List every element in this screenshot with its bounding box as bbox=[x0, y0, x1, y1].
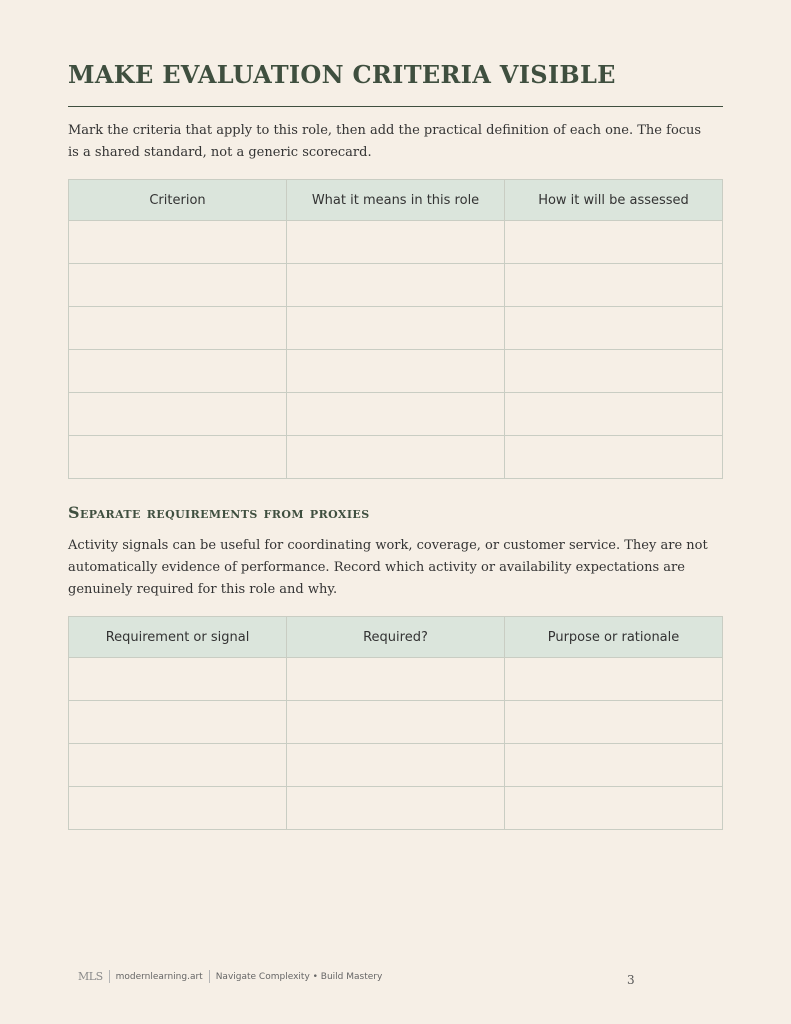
footer-divider bbox=[109, 970, 110, 983]
table-cell[interactable] bbox=[505, 701, 723, 744]
criteria-table bbox=[68, 179, 723, 479]
table-cell[interactable] bbox=[505, 350, 723, 393]
column-header-criterion: Criterion bbox=[69, 180, 287, 221]
requirements-table bbox=[68, 616, 723, 830]
table-row bbox=[69, 264, 723, 307]
table-cell[interactable] bbox=[287, 658, 505, 701]
table-cell[interactable] bbox=[505, 787, 723, 830]
table-row bbox=[69, 787, 723, 830]
table-row bbox=[69, 744, 723, 787]
page-title: MAKE EVALUATION CRITERIA VISIBLE bbox=[68, 60, 616, 89]
table-cell[interactable] bbox=[505, 307, 723, 350]
column-header-purpose: Purpose or rationale bbox=[505, 617, 723, 658]
table-header-row bbox=[69, 617, 723, 658]
table-cell[interactable] bbox=[505, 436, 723, 479]
table-cell[interactable] bbox=[69, 701, 287, 744]
table-cell[interactable] bbox=[69, 307, 287, 350]
footer-divider bbox=[209, 970, 210, 983]
table-cell[interactable] bbox=[69, 787, 287, 830]
table-row bbox=[69, 350, 723, 393]
footer-tagline: Navigate Complexity • Build Mastery bbox=[215, 971, 383, 982]
table-row bbox=[69, 307, 723, 350]
table-row bbox=[69, 221, 723, 264]
section-heading: Separate requirements from proxies bbox=[68, 503, 370, 522]
table-cell[interactable] bbox=[505, 221, 723, 264]
footer bbox=[78, 970, 382, 983]
table-cell[interactable] bbox=[287, 787, 505, 830]
column-header-assessment: How it will be assessed bbox=[505, 180, 723, 221]
section-text: Activity signals can be useful for coordinating work, coverage, or customer service. They are not automatically evidence of performance. Record which activity or availability expectations are genuinely required for this role and why. bbox=[68, 538, 708, 597]
table-cell[interactable] bbox=[287, 701, 505, 744]
column-header-meaning: What it means in this role bbox=[287, 180, 505, 221]
table-cell[interactable] bbox=[287, 744, 505, 787]
table-cell[interactable] bbox=[287, 264, 505, 307]
table-cell[interactable] bbox=[69, 436, 287, 479]
column-header-requirement: Requirement or signal bbox=[69, 617, 287, 658]
table-cell[interactable] bbox=[69, 658, 287, 701]
footer-site: modernlearning.art bbox=[115, 971, 203, 982]
table-cell[interactable] bbox=[69, 393, 287, 436]
column-header-required: Required? bbox=[287, 617, 505, 658]
title-divider bbox=[68, 106, 723, 107]
table-cell[interactable] bbox=[505, 393, 723, 436]
table-cell[interactable] bbox=[287, 393, 505, 436]
table-cell[interactable] bbox=[287, 436, 505, 479]
table-header-row bbox=[69, 180, 723, 221]
table-cell[interactable] bbox=[69, 221, 287, 264]
table-cell[interactable] bbox=[287, 307, 505, 350]
table-cell[interactable] bbox=[287, 221, 505, 264]
table-cell[interactable] bbox=[69, 350, 287, 393]
logo: MLS bbox=[78, 970, 103, 983]
table-cell[interactable] bbox=[505, 264, 723, 307]
page-number: 3 bbox=[627, 973, 635, 987]
table-cell[interactable] bbox=[69, 264, 287, 307]
table-cell[interactable] bbox=[505, 744, 723, 787]
intro-text: Mark the criteria that apply to this role, then add the practical definition of each one. The focus is a shared standard, not a generic scorecard. bbox=[68, 123, 702, 160]
table-row bbox=[69, 701, 723, 744]
table-row bbox=[69, 658, 723, 701]
table-cell[interactable] bbox=[287, 350, 505, 393]
table-row bbox=[69, 436, 723, 479]
table-cell[interactable] bbox=[505, 658, 723, 701]
table-row bbox=[69, 393, 723, 436]
table-cell[interactable] bbox=[69, 744, 287, 787]
